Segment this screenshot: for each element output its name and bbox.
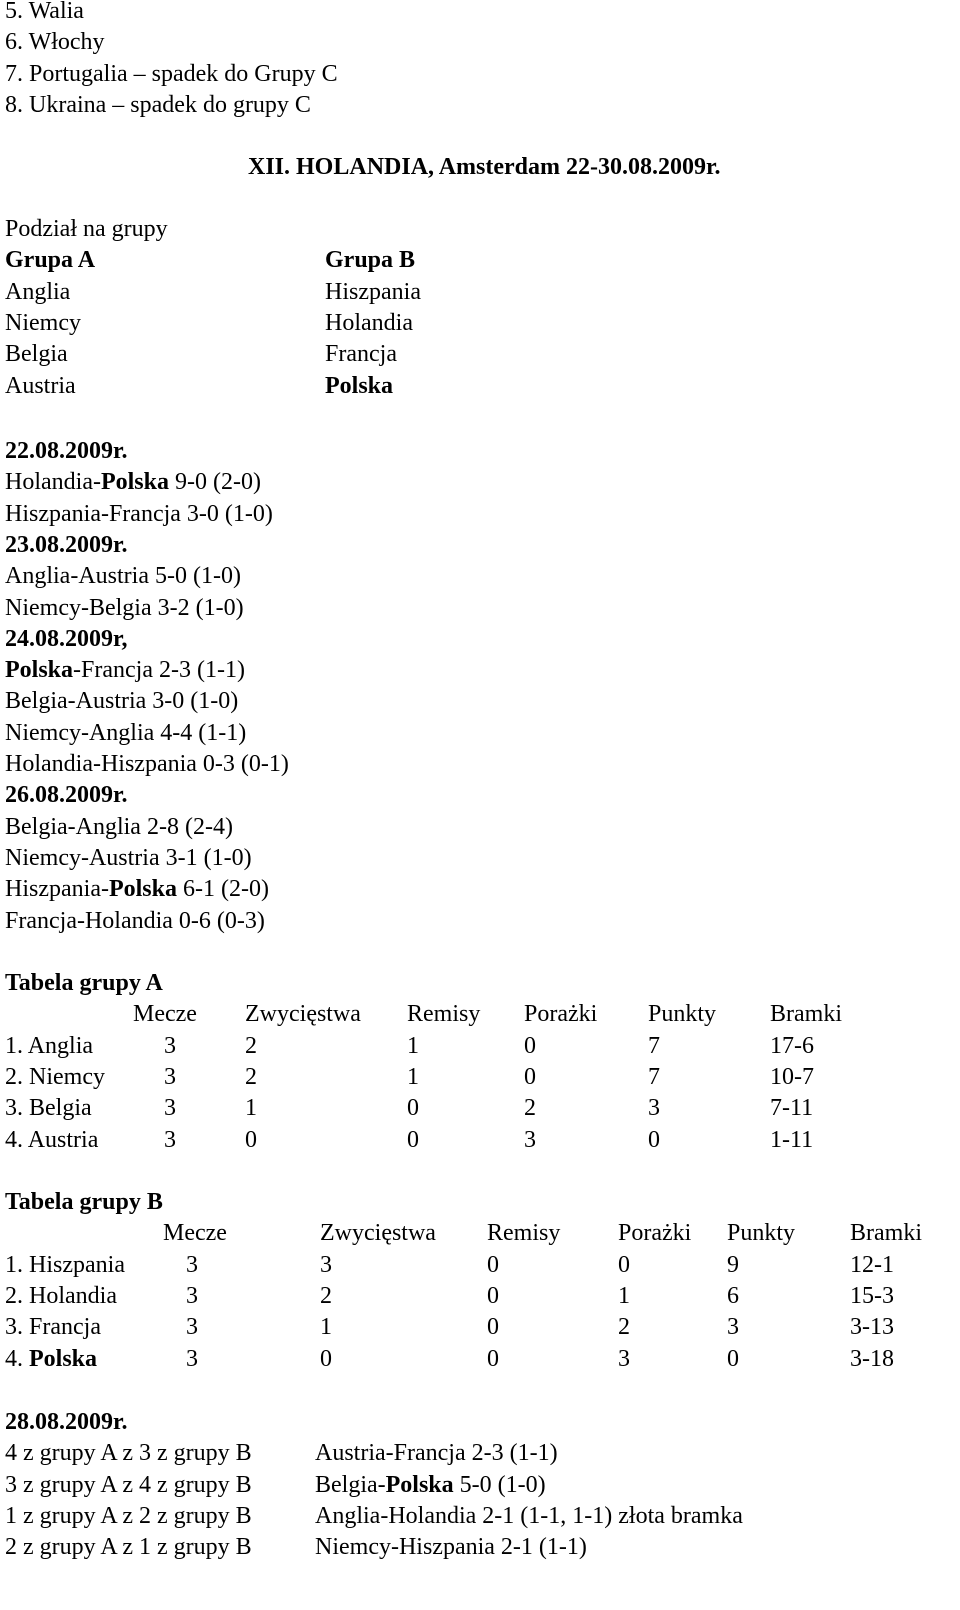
group-a-team: Anglia <box>5 278 71 305</box>
table-cell: 3-13 <box>850 1314 894 1341</box>
table-row-team <box>5 1312 101 1342</box>
table-column-header: Mecze <box>133 1001 197 1028</box>
playoff-result <box>315 1470 546 1500</box>
match-result <box>5 655 245 685</box>
playoff-label: 4 z grupy A z 3 z grupy B <box>5 1440 252 1467</box>
table-cell: 7 <box>648 1032 660 1059</box>
match-text: Niemcy-Belgia 3-2 (1-0) <box>5 594 244 621</box>
table-cell: 0 <box>487 1345 499 1372</box>
intro-list-item: 8. Ukraina – spadek do grupy C <box>5 91 311 118</box>
table-cell: 3 <box>186 1314 198 1341</box>
table-cell: 3 <box>618 1345 630 1372</box>
match-team-bold: Polska <box>5 657 74 684</box>
intro-list-item: 7. Portugalia – spadek do Grupy C <box>5 60 338 87</box>
table-column-header: Porażki <box>524 1001 598 1028</box>
intro-list-item: 6. Włochy <box>5 29 105 56</box>
match-team-bold: Polska <box>100 469 169 496</box>
table-column-header: Mecze <box>163 1220 227 1247</box>
group-a-team: Belgia <box>5 341 68 368</box>
table-cell: 0 <box>524 1032 536 1059</box>
group-b-team: Holandia <box>325 309 413 336</box>
table-cell: 1 <box>407 1032 419 1059</box>
table-row-position: 4. <box>5 1345 29 1372</box>
table-row-position: 3. <box>5 1095 29 1122</box>
table-row-team <box>5 1281 117 1311</box>
table-cell: 1 <box>407 1063 419 1090</box>
table-row-team <box>5 1093 92 1123</box>
match-text: Belgia-Anglia 2-8 (2-4) <box>5 813 233 840</box>
match-text: Austria-Francja 2-3 (1-1) <box>315 1440 558 1467</box>
table-column-header: Bramki <box>770 1001 842 1028</box>
groups-intro: Podział na grupy <box>5 216 168 242</box>
match-text: 6-1 (2-0) <box>176 876 269 903</box>
table-column-header: Zwycięstwa <box>320 1220 436 1247</box>
table-column-header: Remisy <box>487 1220 561 1247</box>
match-result <box>5 843 252 873</box>
match-text: -Francja 2-3 (1-1) <box>73 657 245 684</box>
table-cell: 3 <box>186 1282 198 1309</box>
table-cell: 1 <box>320 1314 332 1341</box>
table-column-header: Zwycięstwa <box>245 1001 361 1028</box>
table-column-header: Porażki <box>618 1220 692 1247</box>
table-row-team-name: Niemcy <box>29 1063 105 1090</box>
intro-list-item: 5. Walia <box>5 0 84 24</box>
table-cell: 3 <box>524 1126 536 1153</box>
table-row-team-name: Anglia <box>27 1032 94 1059</box>
table-cell: 1-11 <box>770 1126 814 1153</box>
match-text: Belgia-Austria 3-0 (1-0) <box>5 688 239 715</box>
match-date: 23.08.2009r. <box>5 531 128 558</box>
table-cell: 0 <box>487 1282 499 1309</box>
table-cell: 2 <box>245 1032 257 1059</box>
table-heading: Tabela grupy A <box>5 970 163 996</box>
table-cell: 0 <box>245 1126 257 1153</box>
group-a-heading: Grupa A <box>5 247 96 274</box>
match-text: Anglia-Austria 5-0 (1-0) <box>5 563 241 590</box>
table-row-team <box>5 1062 105 1092</box>
table-row-position: 3. <box>5 1314 29 1341</box>
table-cell: 3 <box>164 1126 176 1153</box>
table-cell: 1 <box>245 1095 257 1122</box>
match-result <box>5 874 269 904</box>
group-a-team: Niemcy <box>5 309 81 336</box>
table-cell: 0 <box>648 1126 660 1153</box>
table-row-team-name: Hiszpania <box>29 1251 125 1278</box>
table-row-team <box>5 1250 125 1280</box>
match-result <box>5 593 244 623</box>
match-text: Anglia-Holandia 2-1 (1-1, 1-1) złota bramka <box>315 1502 743 1529</box>
table-cell: 3 <box>320 1251 332 1278</box>
match-date: 26.08.2009r. <box>5 782 128 809</box>
table-column-header: Bramki <box>850 1220 922 1247</box>
match-date: 22.08.2009r. <box>5 438 128 464</box>
match-text: Niemcy-Anglia 4-4 (1-1) <box>5 719 247 746</box>
playoff-result <box>315 1532 587 1562</box>
table-row-team <box>5 1125 98 1155</box>
table-row-position: 4. <box>5 1126 28 1153</box>
table-row-position: 1. <box>5 1251 29 1278</box>
playoff-label: 1 z grupy A z 2 z grupy B <box>5 1502 252 1529</box>
table-cell: 6 <box>727 1282 739 1309</box>
final-day-date: 28.08.2009r. <box>5 1409 128 1435</box>
table-cell: 0 <box>487 1251 499 1278</box>
match-result <box>5 561 241 591</box>
match-result <box>5 686 238 716</box>
group-a-team: Austria <box>5 372 76 399</box>
match-text: Niemcy-Austria 3-1 (1-0) <box>5 844 252 871</box>
table-cell: 2 <box>245 1063 257 1090</box>
page-title: XII. HOLANDIA, Amsterdam 22-30.08.2009r. <box>248 154 721 180</box>
table-cell: 2 <box>524 1095 536 1122</box>
playoff-result <box>315 1438 558 1468</box>
table-heading: Tabela grupy B <box>5 1189 163 1215</box>
table-row-team-name: Polska <box>29 1345 98 1372</box>
table-column-header: Punkty <box>648 1001 717 1028</box>
table-cell: 3 <box>164 1032 176 1059</box>
match-result <box>5 499 273 529</box>
table-row-team-name: Francja <box>29 1314 101 1341</box>
match-text: 5-0 (1-0) <box>453 1471 546 1498</box>
match-result <box>5 749 289 779</box>
table-row-team <box>5 1031 93 1061</box>
table-cell: 0 <box>320 1345 332 1372</box>
table-cell: 15-3 <box>850 1282 894 1309</box>
table-cell: 3 <box>648 1095 660 1122</box>
table-cell: 2 <box>320 1282 332 1309</box>
table-cell: 3 <box>727 1314 739 1341</box>
table-row-position: 2. <box>5 1282 29 1309</box>
match-text: 9-0 (2-0) <box>168 469 261 496</box>
match-result <box>5 906 265 936</box>
table-cell: 1 <box>618 1282 630 1309</box>
group-b-team: Francja <box>325 341 397 368</box>
table-cell: 0 <box>407 1126 419 1153</box>
table-row-position: 1. <box>5 1032 28 1059</box>
table-cell: 7 <box>648 1063 660 1090</box>
playoff-label: 3 z grupy A z 4 z grupy B <box>5 1471 252 1498</box>
match-text: Hiszpania-Francja 3-0 (1-0) <box>5 500 273 527</box>
table-cell: 0 <box>618 1251 630 1278</box>
table-cell: 17-6 <box>770 1032 814 1059</box>
match-team-bold: Polska <box>108 876 177 903</box>
table-row-team-name: Belgia <box>29 1095 92 1122</box>
match-text: Holandia-Hiszpania 0-3 (0-1) <box>5 751 289 777</box>
table-cell: 10-7 <box>770 1063 814 1090</box>
table-cell: 3-18 <box>850 1345 894 1372</box>
playoff-result <box>315 1501 743 1531</box>
table-cell: 2 <box>618 1314 630 1341</box>
table-column-header: Remisy <box>407 1001 481 1028</box>
match-text: Belgia- <box>315 1471 386 1498</box>
match-text: Hiszpania- <box>5 876 109 903</box>
table-row-position: 2. <box>5 1063 29 1090</box>
table-cell: 3 <box>186 1251 198 1278</box>
table-cell: 0 <box>407 1095 419 1122</box>
table-cell: 12-1 <box>850 1251 894 1278</box>
table-row-team-name: Holandia <box>29 1282 117 1309</box>
group-b-team: Hiszpania <box>325 278 421 305</box>
match-team-bold: Polska <box>385 1471 454 1498</box>
table-cell: 3 <box>186 1345 198 1372</box>
table-cell: 0 <box>487 1314 499 1341</box>
match-text: Niemcy-Hiszpania 2-1 (1-1) <box>315 1534 587 1561</box>
match-date: 24.08.2009r, <box>5 625 128 652</box>
table-cell: 7-11 <box>770 1095 814 1122</box>
table-row-team <box>5 1344 97 1374</box>
match-text: Francja-Holandia 0-6 (0-3) <box>5 907 265 934</box>
table-cell: 3 <box>164 1063 176 1090</box>
match-text: Holandia- <box>5 469 101 496</box>
table-cell: 3 <box>164 1095 176 1122</box>
table-row-team-name: Austria <box>27 1126 99 1153</box>
match-result <box>5 467 261 497</box>
table-cell: 9 <box>727 1251 739 1278</box>
playoff-label: 2 z grupy A z 1 z grupy B <box>5 1534 252 1561</box>
table-cell: 0 <box>524 1063 536 1090</box>
table-cell: 0 <box>727 1345 739 1372</box>
table-column-header: Punkty <box>727 1220 796 1247</box>
group-b-team: Polska <box>325 372 394 399</box>
match-result <box>5 718 246 748</box>
group-b-heading: Grupa B <box>325 247 416 274</box>
match-result <box>5 812 233 842</box>
